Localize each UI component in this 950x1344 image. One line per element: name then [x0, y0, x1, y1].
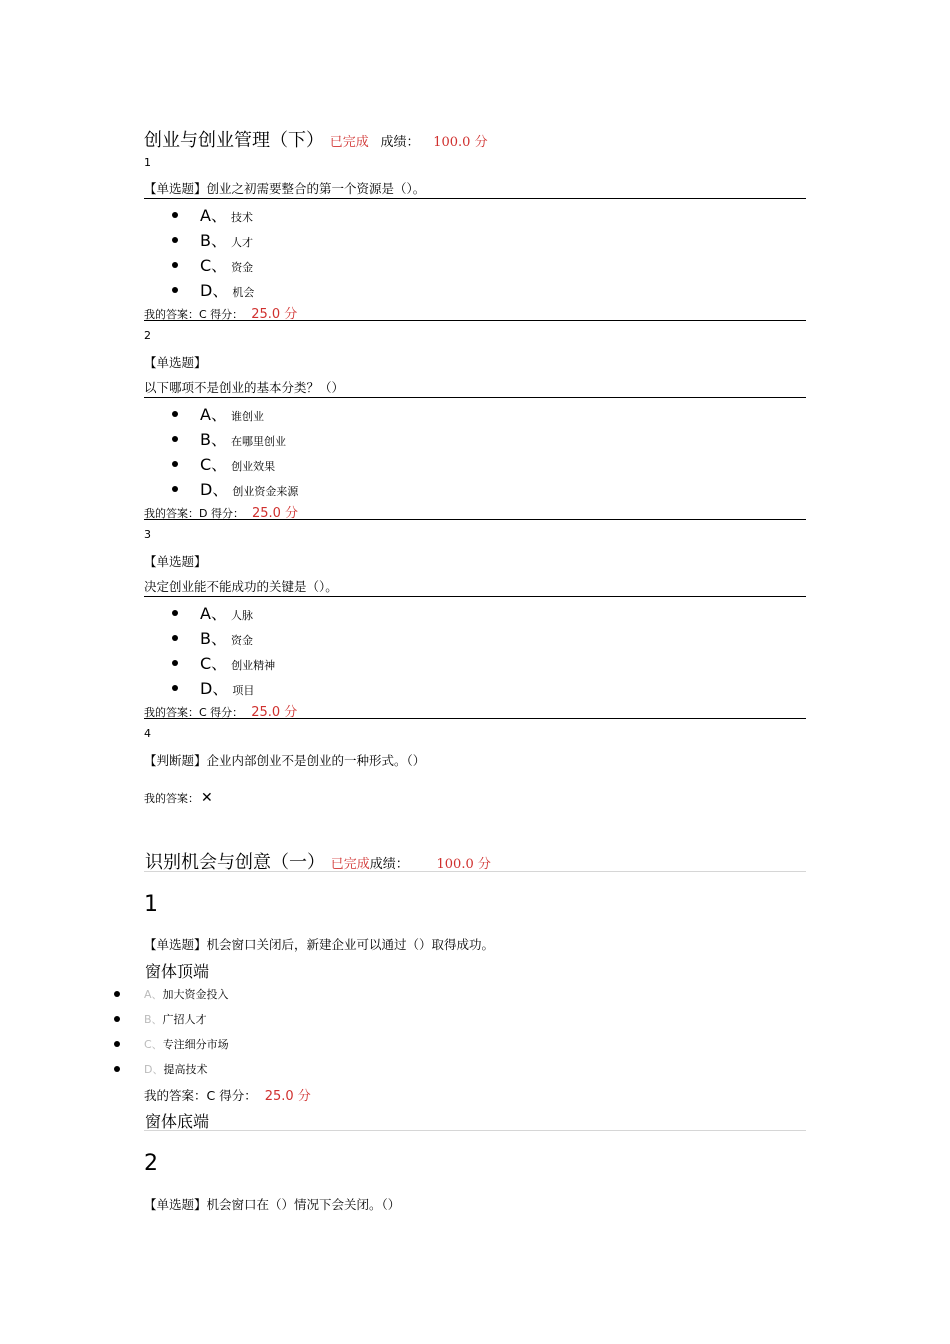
bullet-icon — [172, 287, 178, 293]
bullet-icon — [172, 461, 178, 467]
divider — [144, 397, 806, 398]
option-a[interactable]: A、 人脉 — [172, 601, 253, 624]
bullet-icon — [114, 1066, 120, 1072]
score-label: 成绩： — [380, 135, 420, 150]
bullet-icon — [172, 436, 178, 442]
option-b[interactable]: B、 人才 — [172, 228, 253, 251]
question-number: 1 — [144, 892, 158, 917]
section-title-text: 识别机会与创意（一） — [145, 852, 325, 873]
status-badge: 已完成 — [329, 135, 369, 150]
bullet-icon — [172, 610, 178, 616]
divider — [144, 1130, 806, 1131]
divider — [144, 718, 806, 719]
option-b[interactable]: B、 在哪里创业 — [172, 427, 286, 450]
section-score: 100.0 分 — [433, 135, 488, 150]
answer-score: 25.0 分 — [251, 506, 299, 521]
question-text: 【单选题】机会窗口关闭后，新建企业可以通过（）取得成功。 — [144, 937, 495, 952]
section-score: 100.0 分 — [436, 857, 491, 872]
question-text: 【单选题】创业之初需要整合的第一个资源是（）。 — [144, 181, 426, 196]
divider — [144, 596, 806, 597]
option-b[interactable]: B、广招人才 — [114, 1011, 207, 1027]
bullet-icon — [172, 411, 178, 417]
answer-score: 25.0 分 — [251, 705, 298, 720]
option-d[interactable]: D、 创业资金来源 — [172, 477, 298, 500]
option-c[interactable]: C、 资金 — [172, 253, 253, 276]
section-title — [144, 126, 488, 152]
section-title-text: 创业与创业管理（下） — [144, 130, 324, 151]
my-answer: 我的答案：C 得分： 25.0 分 — [144, 1088, 311, 1104]
bullet-icon — [172, 486, 178, 492]
option-d[interactable]: D、 项目 — [172, 676, 254, 699]
question-text: 【单选题】机会窗口在（）情况下会关闭。（） — [144, 1197, 401, 1212]
my-answer: 我的答案：C 得分： 25.0 分 — [144, 307, 298, 322]
bullet-icon — [114, 991, 120, 997]
divider — [144, 320, 806, 321]
cross-icon: ✕ — [201, 790, 213, 806]
bullet-icon — [172, 237, 178, 243]
divider — [144, 871, 806, 872]
question-type: 【单选题】 — [144, 355, 207, 370]
question-text: 决定创业能不能成功的关键是（）。 — [144, 579, 338, 594]
option-d[interactable]: D、提高技术 — [114, 1061, 207, 1077]
bullet-icon — [172, 635, 178, 641]
question-number: 2 — [144, 329, 151, 342]
bullet-icon — [172, 685, 178, 691]
form-top-label: 窗体顶端 — [145, 962, 210, 981]
bullet-icon — [114, 1041, 120, 1047]
score-label: 成绩： — [369, 857, 409, 872]
option-b[interactable]: B、 资金 — [172, 626, 253, 649]
my-answer: 我的答案：C 得分： 25.0 分 — [144, 705, 298, 720]
option-a[interactable]: A、 技术 — [172, 203, 253, 226]
question-number: 4 — [144, 727, 151, 740]
answer-score: 25.0 分 — [264, 1089, 311, 1104]
question-number: 2 — [144, 1151, 158, 1176]
divider — [144, 198, 806, 199]
question-text: 【判断题】企业内部创业不是创业的一种形式。（） — [144, 753, 426, 768]
question-text: 以下哪项不是创业的基本分类？（） — [144, 380, 345, 395]
bullet-icon — [172, 660, 178, 666]
bullet-icon — [172, 262, 178, 268]
option-a[interactable]: A、 谁创业 — [172, 402, 264, 425]
answer-score: 25.0 分 — [251, 307, 298, 322]
question-type: 【单选题】 — [144, 554, 207, 569]
option-c[interactable]: C、 创业精神 — [172, 651, 275, 674]
question-number: 3 — [144, 528, 151, 541]
my-answer: 我的答案：D 得分： 25.0 分 — [144, 506, 299, 521]
question-number: 1 — [144, 156, 151, 169]
status-badge: 已完成 — [330, 857, 370, 872]
bullet-icon — [172, 212, 178, 218]
option-d[interactable]: D、 机会 — [172, 278, 254, 301]
option-c[interactable]: C、专注细分市场 — [114, 1036, 229, 1052]
option-a[interactable]: A、加大资金投入 — [114, 986, 229, 1002]
divider — [144, 519, 806, 520]
form-bottom-label: 窗体底端 — [145, 1112, 210, 1131]
my-answer: 我的答案： ✕ — [144, 790, 213, 806]
option-c[interactable]: C、 创业效果 — [172, 452, 275, 475]
bullet-icon — [114, 1016, 120, 1022]
